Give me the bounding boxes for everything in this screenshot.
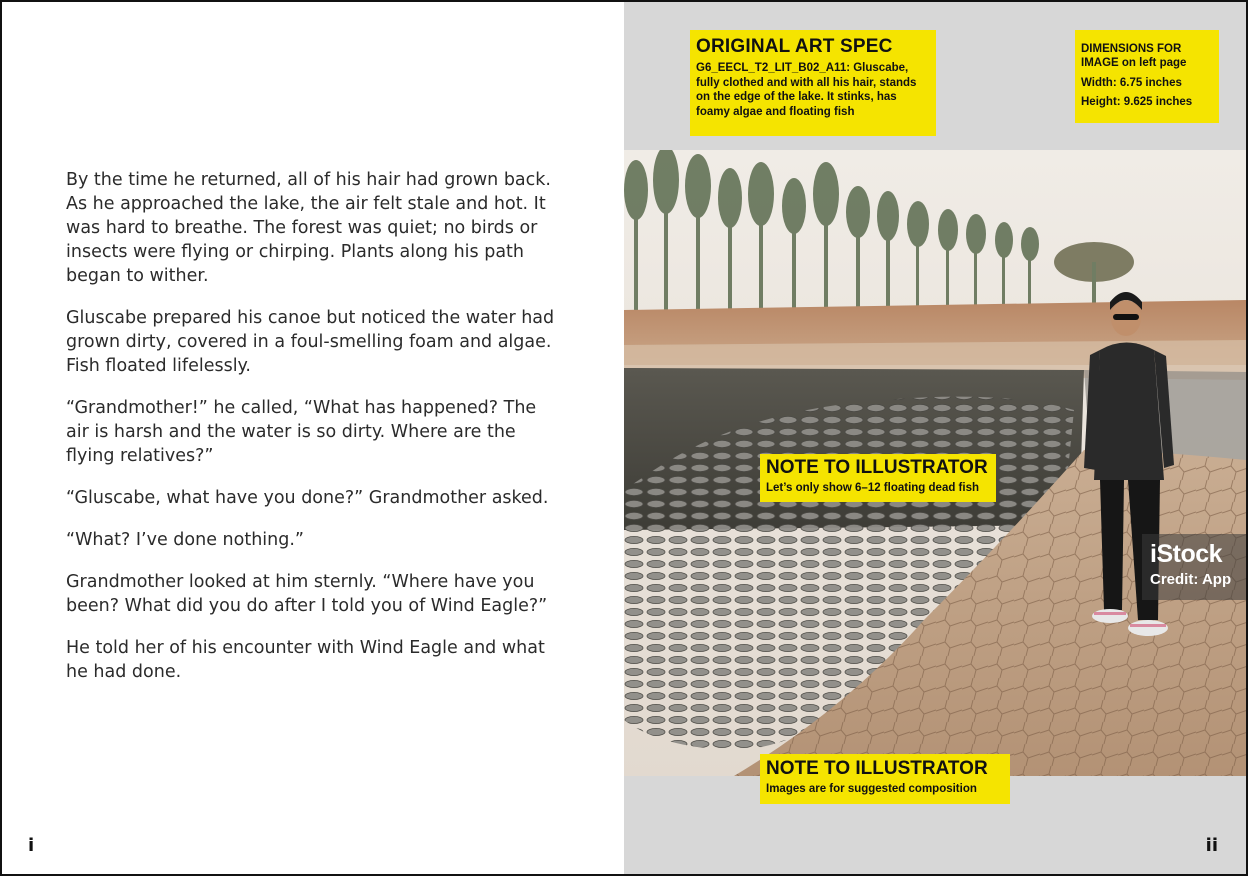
art-spec-title: ORIGINAL ART SPEC xyxy=(696,36,893,57)
dimensions-height: Height: 9.625 inches xyxy=(1081,96,1193,108)
dimensions-width: Width: 6.75 inches xyxy=(1081,77,1182,89)
note-to-illustrator-fish xyxy=(760,454,996,502)
story-paragraph-5: “What? I’ve done nothing.” xyxy=(66,530,304,550)
left-page xyxy=(2,2,624,874)
right-page xyxy=(624,2,1246,874)
story-paragraph-7: He told her of his encounter with Wind Eagle and what he had done. xyxy=(66,638,545,682)
note-to-illustrator-composition xyxy=(760,754,1010,804)
note-composition-title: NOTE TO ILLUSTRATOR xyxy=(766,758,988,779)
story-paragraph-4: “Gluscabe, what have you done?” Grandmother asked. xyxy=(66,488,549,508)
istock-watermark xyxy=(1142,534,1248,600)
story-paragraph-1: By the time he returned, all of his hair had grown back. As he approached the lake, the air felt stale and hot. It was hard to breathe. The forest was quiet; no birds or insects were flying or chirping. Plants along his path began to wither. xyxy=(66,170,551,286)
art-spec-body: G6_EECL_T2_LIT_B02_A11: Gluscabe, fully clothed and with all his hair, stands on the edge of the lake. It stinks, has foamy algae and floating fish xyxy=(696,62,917,118)
page-number-right: ii xyxy=(1205,835,1218,856)
story-paragraph-6: Grandmother looked at him sternly. “Where have you been? What did you do after I told you of Wind Eagle?” xyxy=(66,572,548,616)
note-fish-title: NOTE TO ILLUSTRATOR xyxy=(766,457,988,478)
page-number-left: i xyxy=(28,835,35,856)
image-dimensions xyxy=(1075,30,1219,123)
note-composition-body: Images are for suggested composition xyxy=(766,783,977,795)
note-fish-body: Let’s only show 6–12 floating dead fish xyxy=(766,482,980,494)
original-art-spec xyxy=(690,30,936,136)
story-text xyxy=(66,168,556,702)
dimensions-title: DIMENSIONS FOR IMAGE on left page xyxy=(1081,43,1187,69)
istock-credit: Credit: App xyxy=(1150,571,1232,588)
istock-logo: iStock xyxy=(1150,540,1223,568)
story-paragraph-2: Gluscabe prepared his canoe but noticed the water had grown dirty, covered in a foul-smelling foam and algae. Fish floated lifelessly. xyxy=(66,308,555,376)
story-paragraph-3: “Grandmother!” he called, “What has happened? The air is harsh and the water is so dirty. Where are the flying relatives?” xyxy=(66,398,537,466)
